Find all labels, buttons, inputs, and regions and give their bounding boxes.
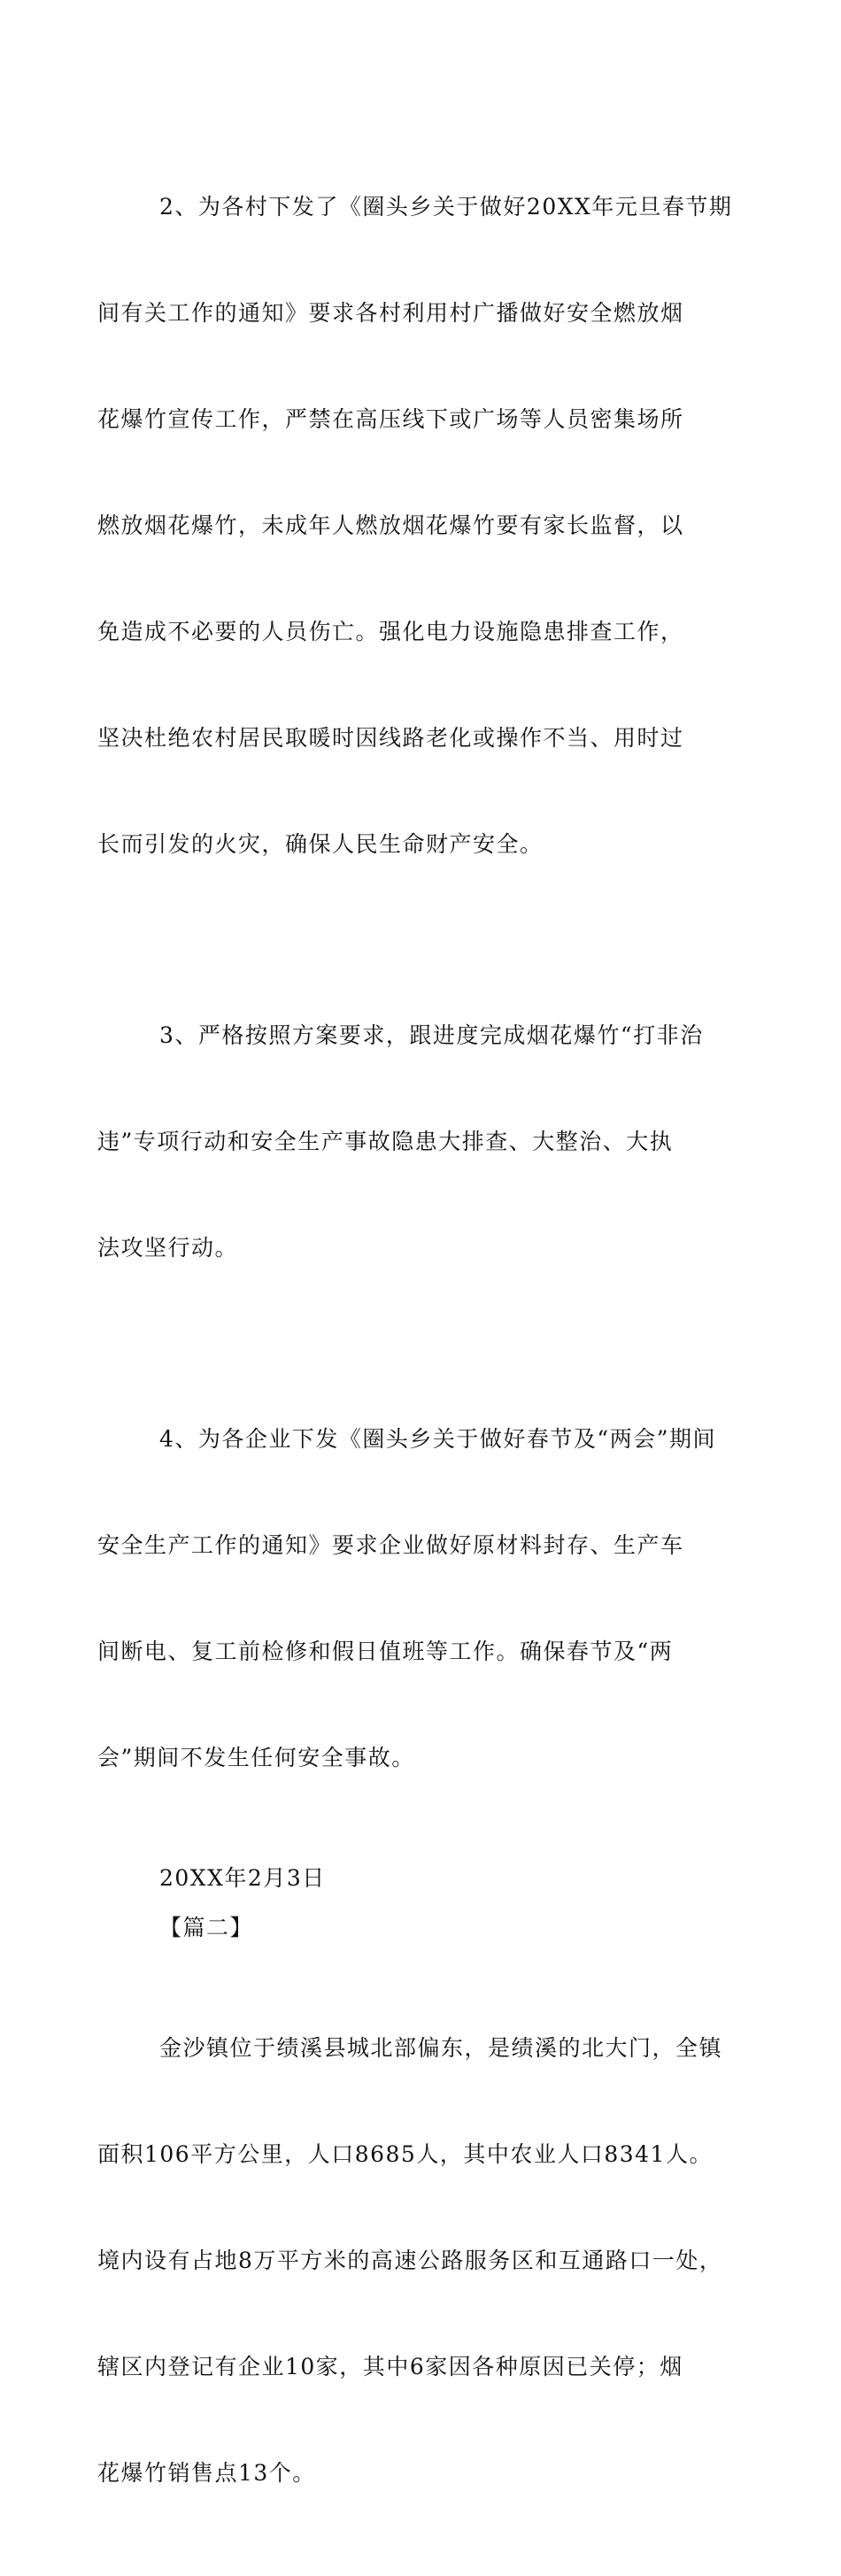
text-line: 坚决杜绝农村居民取暖时因线路老化或操作不当、用时过 — [97, 725, 684, 751]
text-line: 花爆竹宣传工作，严禁在高压线下或广场等人员密集场所 — [97, 406, 684, 432]
text-line: 辖区内登记有企业10家，其中6家因各种原因已关停；烟 — [97, 2354, 683, 2379]
text-line: 会”期间不发生任何安全事故。 — [97, 1745, 415, 1770]
text-line: 面积106平方公里，人口8685人，其中农业人口8341人。 — [97, 2141, 713, 2167]
section-paragraph — [97, 1960, 723, 2562]
text-line: 燃放烟花爆竹，未成年人燃放烟花爆竹要有家长监督，以 — [97, 513, 684, 538]
document-date: 20XX年2月3日 — [159, 1865, 326, 1891]
text-line: 4、为各企业下发《圈头乡关于做好春节及“两会”期间 — [159, 1426, 716, 1452]
text-line: 境内设有占地8万平方米的高速公路服务区和互通路口一处， — [97, 2248, 723, 2273]
text-line: 间断电、复工前检修和假日值班等工作。确保春节及“两 — [97, 1639, 674, 1664]
text-line: 2、为各村下发了《圈头乡关于做好20XX年元旦春节期 — [159, 194, 733, 220]
text-line: 间有关工作的通知》要求各村利用村广播做好安全燃放烟 — [97, 300, 684, 326]
section-heading: 【篇二】 — [159, 1915, 254, 1940]
paragraph-item-3 — [97, 947, 713, 1337]
text-line: 金沙镇位于绩溪县城北部偏东，是绩溪的北大门，全镇 — [159, 2035, 723, 2061]
paragraph-item-4 — [97, 1351, 716, 1847]
text-line: 安全生产工作的通知》要求企业做好原材料封存、生产车 — [97, 1532, 684, 1558]
document-body — [97, 119, 733, 2576]
text-line: 长而引发的火灾，确保人民生命财产安全。 — [97, 831, 544, 857]
text-line: 违”专项行动和安全生产事故隐患大排查、大整治、大执 — [97, 1129, 674, 1154]
text-line: 3、严格按照方案要求，跟进度完成烟花爆竹“打非治 — [159, 1022, 704, 1048]
text-line: 免造成不必要的人员伤亡。强化电力设施隐患排查工作， — [97, 619, 684, 644]
text-line: 花爆竹销售点13个。 — [97, 2460, 316, 2486]
text-line: 法攻坚行动。 — [97, 1235, 239, 1261]
paragraph-item-2 — [97, 119, 733, 933]
